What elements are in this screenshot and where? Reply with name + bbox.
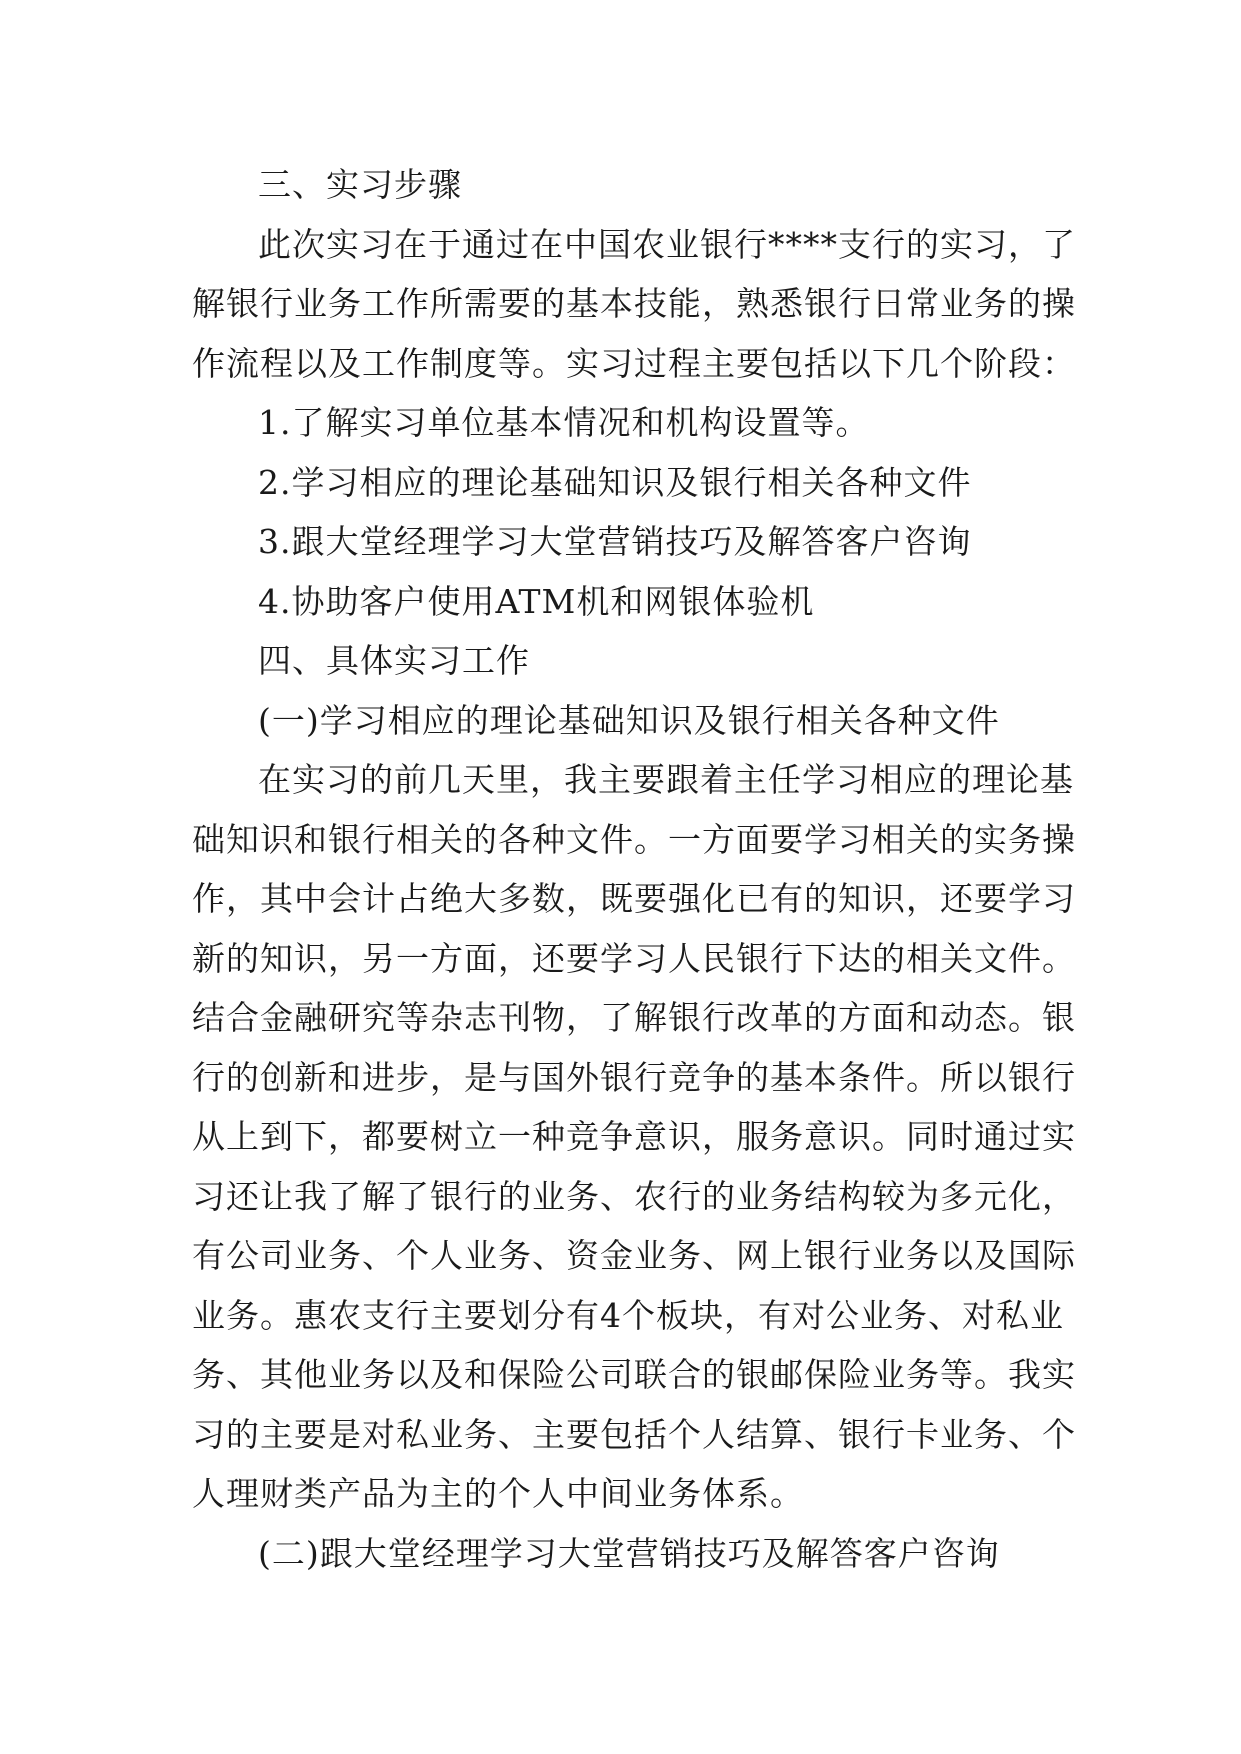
paragraph-line: 业务。惠农支行主要划分有4个板块，有对公业务、对私业 xyxy=(192,1295,1064,1335)
paragraph-line: 有公司业务、个人业务、资金业务、网上银行业务以及国际 xyxy=(192,1236,1076,1275)
paragraph-line: 作流程以及工作制度等。实习过程主要包括以下几个阶段： xyxy=(192,343,1076,383)
list-item: 2.学习相应的理论基础知识及银行相关各种文件 xyxy=(258,462,972,502)
subsection-heading: (一)学习相应的理论基础知识及银行相关各种文件 xyxy=(258,700,1000,740)
list-item: 4.协助客户使用ATM机和网银体验机 xyxy=(258,581,815,621)
paragraph-line: 础知识和银行相关的各种文件。一方面要学习相关的实务操 xyxy=(192,819,1076,859)
list-item: 3.跟大堂经理学习大堂营销技巧及解答客户咨询 xyxy=(258,522,972,561)
paragraph-line: 从上到下，都要树立一种竞争意识，服务意识。同时通过实 xyxy=(192,1117,1076,1156)
paragraph-line: 此次实习在于通过在中国农业银行****支行的实习，了 xyxy=(258,224,1076,264)
paragraph-line: 习的主要是对私业务、主要包括个人结算、银行卡业务、个 xyxy=(192,1414,1076,1454)
section-heading-steps: 三、实习步骤 xyxy=(258,165,462,204)
paragraph-line: 解银行业务工作所需要的基本技能，熟悉银行日常业务的操 xyxy=(192,284,1076,323)
document-body xyxy=(192,155,1076,1583)
paragraph-line: 新的知识，另一方面，还要学习人民银行下达的相关文件。 xyxy=(192,938,1076,978)
list-item: 1.了解实习单位基本情况和机构设置等。 xyxy=(258,403,870,442)
subsection-heading: (二)跟大堂经理学习大堂营销技巧及解答客户咨询 xyxy=(258,1533,1000,1573)
paragraph-line: 人理财类产品为主的个人中间业务体系。 xyxy=(192,1474,804,1513)
paragraph-line: 结合金融研究等杂志刊物，了解银行改革的方面和动态。银 xyxy=(192,998,1076,1037)
paragraph-line: 习还让我了解了银行的业务、农行的业务结构较为多元化， xyxy=(192,1176,1076,1216)
paragraph-line: 作，其中会计占绝大多数，既要强化已有的知识，还要学习 xyxy=(192,879,1076,918)
section-heading-work: 四、具体实习工作 xyxy=(258,641,530,680)
paragraph-line: 在实习的前几天里，我主要跟着主任学习相应的理论基 xyxy=(258,760,1074,799)
paragraph-line: 行的创新和进步，是与国外银行竞争的基本条件。所以银行 xyxy=(192,1057,1076,1097)
paragraph-line: 务、其他业务以及和保险公司联合的银邮保险业务等。我实 xyxy=(192,1355,1076,1394)
